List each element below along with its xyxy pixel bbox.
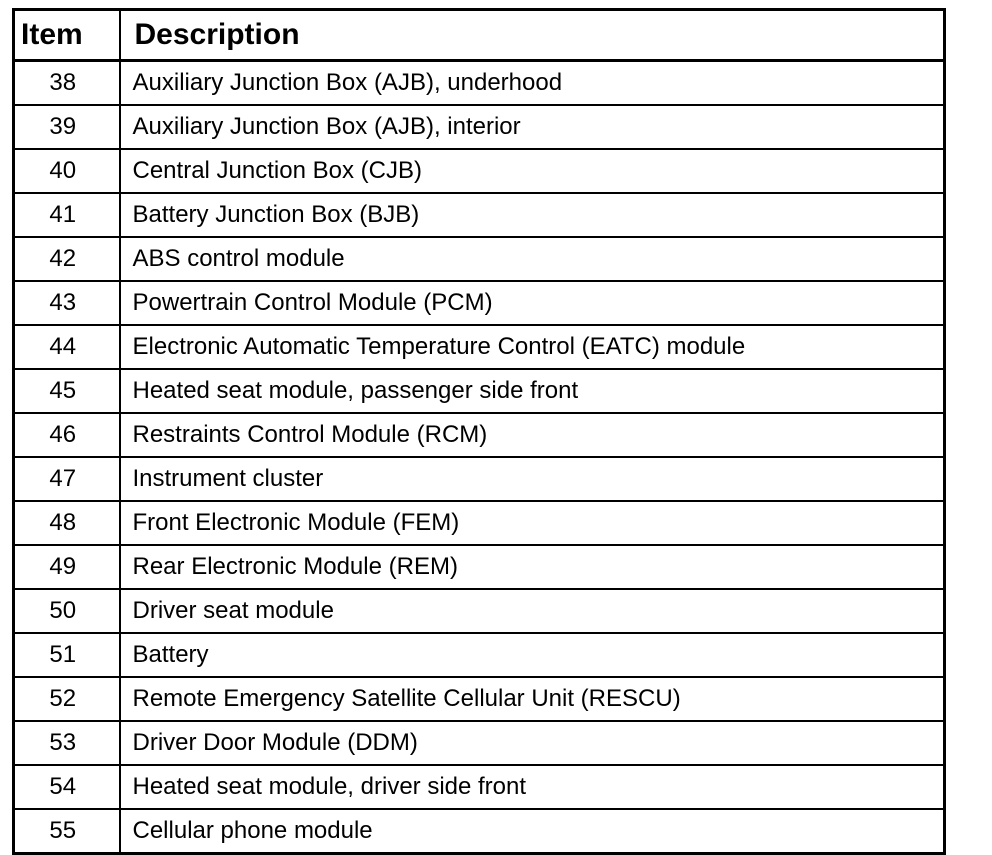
- table-row: [14, 61, 945, 106]
- table-row: [14, 677, 945, 721]
- item-description: Heated seat module, driver side front: [120, 765, 945, 809]
- item-description: ABS control module: [120, 237, 945, 281]
- table-row: [14, 413, 945, 457]
- table-row: [14, 809, 945, 854]
- item-number: 47: [14, 457, 120, 501]
- table-row: [14, 105, 945, 149]
- item-number: 44: [14, 325, 120, 369]
- table-row: [14, 457, 945, 501]
- item-number: 51: [14, 633, 120, 677]
- table-row: [14, 721, 945, 765]
- item-column-header: Item: [14, 10, 120, 61]
- table-row: [14, 193, 945, 237]
- item-number: 52: [14, 677, 120, 721]
- item-description: Restraints Control Module (RCM): [120, 413, 945, 457]
- item-description: Rear Electronic Module (REM): [120, 545, 945, 589]
- table-row: [14, 325, 945, 369]
- table-row: [14, 501, 945, 545]
- item-number: 46: [14, 413, 120, 457]
- item-number: 48: [14, 501, 120, 545]
- table-row: [14, 237, 945, 281]
- item-description: Driver seat module: [120, 589, 945, 633]
- item-number: 45: [14, 369, 120, 413]
- item-description: Powertrain Control Module (PCM): [120, 281, 945, 325]
- item-description: Central Junction Box (CJB): [120, 149, 945, 193]
- table-row: [14, 545, 945, 589]
- item-description: Instrument cluster: [120, 457, 945, 501]
- item-number: 43: [14, 281, 120, 325]
- item-number: 50: [14, 589, 120, 633]
- description-column-header: Description: [120, 10, 945, 61]
- table-row: [14, 765, 945, 809]
- item-number: 53: [14, 721, 120, 765]
- table-row: [14, 281, 945, 325]
- item-description: Electronic Automatic Temperature Control (EATC) module: [120, 325, 945, 369]
- item-description: Remote Emergency Satellite Cellular Unit (RESCU): [120, 677, 945, 721]
- item-number: 41: [14, 193, 120, 237]
- component-legend-table: [12, 8, 946, 855]
- table-row: [14, 633, 945, 677]
- item-description: Auxiliary Junction Box (AJB), underhood: [120, 61, 945, 106]
- item-number: 49: [14, 545, 120, 589]
- item-description: Cellular phone module: [132, 817, 373, 844]
- item-number: 42: [14, 237, 120, 281]
- item-number: 38: [14, 61, 120, 106]
- item-number: 55: [14, 809, 120, 854]
- item-description: Auxiliary Junction Box (AJB), interior: [120, 105, 945, 149]
- item-description: Driver Door Module (DDM): [120, 721, 945, 765]
- table-row: [14, 589, 945, 633]
- table-body: [14, 61, 945, 854]
- table-row: [14, 369, 945, 413]
- item-number: 40: [14, 149, 120, 193]
- item-description: Battery Junction Box (BJB): [120, 193, 945, 237]
- item-description: Battery: [120, 633, 945, 677]
- item-description: Front Electronic Module (FEM): [120, 501, 945, 545]
- item-number: 54: [14, 765, 120, 809]
- item-number: 39: [14, 105, 120, 149]
- item-description: Heated seat module, passenger side front: [120, 369, 945, 413]
- table-header-row: [14, 10, 945, 61]
- table-row: [14, 149, 945, 193]
